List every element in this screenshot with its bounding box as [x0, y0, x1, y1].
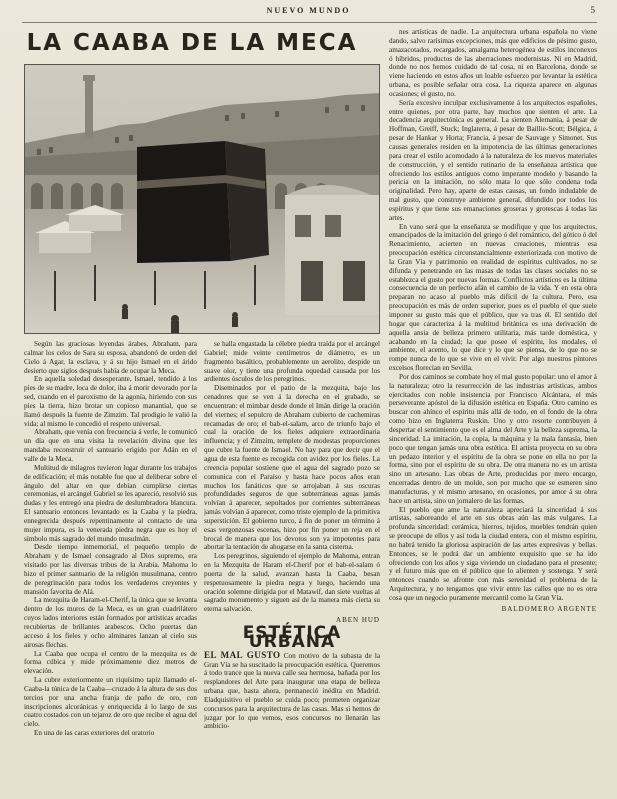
paragraph-text: Con motivo de la subasta de la Gran Vía se ha suscitado la preocupación estética. Queremos á todo trance que la nueva calle sea hermosa, bañada por los resplandores del Arte para inaugurar una etapa de belleza urbana que, hasta ahora, permaneció inédita en Madrid. Eladquisitivo el pueblo se cuida poco; prometen organizar concursos para la arquitectura de las casas. Mas si hemos de juzgar por lo que vemos, esos concursos no llenarán las ambicio- [204, 651, 380, 731]
paragraph: Por dos caminos se combate hoy el mal gusto popular: uno el amor á la naturaleza; otro la resurrección de las industrias artísticas, ambos ejercitados con noble insistencia por Francisco Alcántara, el más perseverante apóstol de la difusión estética en España. Otro camino es buscar con ahínco el espíritu más allá de todo, en el fondo de la obra como hizo en Inglaterra Ruskin. Uno y otro resorte contribuyen á despertar el sentimiento que es el alma del Arte y la belleza suprema, la sinceridad. La imitación, la copia, la máquina y la mala fantasía, bien poco que tengan jamás una obra estética. El artista proyecta en su obra un pedazo interior y el espíritu de la obra se pone en ella no por la forma, sino por el espíritu de su obra. De otra manera no es un artista sino un artesano. Las obras de Arte, producidas por mero encargo, encerradas dentro de un molde, son por mucho que se esmeren sino manufacturas, y el mismo artesano, en ocasiones, por amor á su obra hace un artista, sino un jornalero de las formas. [389, 372, 597, 505]
masthead: NUEVO MUNDO [266, 6, 351, 15]
paragraph: En una de las caras exteriores del oratorio [34, 729, 155, 738]
paragraph: Según las graciosas leyendas árabes, Abraham, para calmar los celos de Sara su esposa, abandonó de orden del Cielo á Agar, la esclava, y á su hijo Ismael en el árido desierto que siglos después había de ocupar la Meca. [24, 340, 197, 375]
paragraph: nes artísticas de nadie. La arquitectura urbana española no viene dando, salvo rarísimas excepciones, más que edificios de pésimo gusto, amazacotados, recargados, amalgama heterogénea de estilos inconexos ó híbridos, productos de las aberraciones modernistas. Ni en Madrid, donde no nos hemos cuidado de tal cosa, ni en Barcelona, donde se viene haciendo en estos años un loable esfuerzo por levantar la estética urbana, es posible señalar otra cosa. La riqueza aparece en algunas ocasiones; el gusto, no. [389, 28, 597, 98]
paragraph: El pueblo que ame la naturaleza apreciará la sinceridad á sus artistas, saboreando el arte en sus obras aún las más vulgares. La profunda sinceridad: cerámica, hierros, tejidos, muebles tendrán quien se preocupe de ellos y así toda la ciudad entera, con el mismo espíritu, no habrá tenido la gloriosa aspiración de las artes expresivas y bellas. Entonces, se le podrá dar un ambiente exquisito que se ha ido ofreciendo con los años y siga viviendo un ciudadano para el presente; y el futuro más que en el público que lo alienten y sostenga. Y será entonces cuando se afronte con más serenidad el problema de la Arquitectura, y no tengamos que vivir entre las calles que no es otra cosa que un negocio puramente mercantil como la Gran Vía. [389, 505, 597, 602]
paragraph: Diseminados por el patio de la mezquita, bajo los cenadores que se ven á la derecha en el grabado, se encuentran: el mimbar desde donde el Imán dirige la oración del viernes; el sepulcro de Abraham cubierto de cachemiras recamadas de oro; el bab-el-salam, arco de triunfo bajo el cual la oración de los fieles adquiere extraordinaria influencia; y el Zimzim, templete de modestas proporciones que cubre la fuente de Ismael. No hay para que decir que el agua de esta fuente es recogida con avidez por los fieles. La creencia popular sostiene que el agua del sagrado pozo se comunica con el Paraíso y hasta hace pocos años eran muchos los fanáticos que se arrojaban á sus oscuras profundidades seguros de que subterráneas aguas jamás volvían á aparecer, sepultados por corrientes subterráneas jamás volvían á aparecer, como triste ejemplo de la primitiva superstición. El gobierno turco, á fin de poner un término á esas vergonzosas escenas, hizo por fin poner un reja en el brocal de manera que los devotos son ya impotentes para abortar la tentación de ahogarse en la santa cisterna. [204, 384, 380, 552]
paragraph: La Caaba que ocupa el centro de la mezquita es de forma cúbica y mide próximamente diez metros de elevación. [24, 649, 197, 676]
page-number: 5 [590, 5, 595, 15]
paragraph: se halla engastada la célebre piedra traída por el arcángel Gabriel; mide veinte centímetros de diámetro, es un fragmento basáltico, probablemente un aerolito, despide un suave olor, y tiene una profunda oquedad causada por los ardientes ósculos de los peregrinos. [204, 340, 380, 384]
paragraph: Sería excesivo inculpar exclusivamente á los arquitectos españoles, entre quienes, por otra parte, hay muchos que sienten el arte. La decadencia arquitectónica es general. La sienten Alemania, á pesar de Hoffman, Greiff, Stuck; Inglaterra, á pesar de Baillie-Scott; Bélgica, á pesar de Hankar y Horta; Francia, á pesar de Sauvage y Simonet. Sus causas generales residen en la impotencia de las últimas generaciones para crear el estilo acomodado á la naturaleza de los nuevos materiales de construcción, y el sentido rutinario de la enseñanza artística que ofreciendo los estilos antiguos como imperante modelo y basando la pericia en la imitación, no sólo mata lo que sólo condena toda originalidad. Pero hay, aparte de estas causas, un fondo indudable de mal gusto, que construye ambiente general, difundido por todos los espíritus y que tiene sus emanaciones groseras y grotescas á todas las artes. [389, 98, 597, 222]
kaaba-illustration [25, 65, 380, 334]
paragraph: Los peregrinos, siguiendo el ejemplo de Mahoma, entran en la Mezquita de Haram el-Cherif por el bab-el-salam ó puerta de la salud, avanzan hasta la Caaba, besan respetuosamente la piedra negra y luego, haciendo una oración solemne dirigida por el Matawif, dan siete vueltas al sagrado monumento y siguen así de la manera más cierta su eterna salvación. [204, 552, 380, 614]
paragraph: La cubre exteriormente un riquísimo tapiz llamado el-Caaba-la túnica de la Caaba—cruzado á la altura de sus dos tercios por una ancha franja de paño de oro, con inscripciones alcoránicas y enriquecida á lo largo de sus cuatro costados con un tejaroz de oro que recibe el agua del cielo. [24, 676, 197, 729]
paragraph [204, 651, 380, 732]
kaaba-photograph [24, 64, 380, 334]
header-rule [22, 22, 597, 23]
headline: LA CAABA DE LA MECA [26, 30, 358, 56]
column-right [389, 28, 597, 788]
column-middle [204, 340, 380, 785]
column-left [24, 340, 197, 785]
paragraph: En vano será que la enseñanza se modifique y que los arquitectos, emancipados de la imitación del griego ó del romántico, del gótico ó del Renacimiento, acierten en nuevas creaciones, mientras esa preocupación estética circunstancialmente exteriorizada con motivo de la Gran Vía y patrimonio en realidad de espíritus cultivados, no se difunda y penetrando en las masas de todas las clases sociales no se establezca el gusto por nuevas formas. Conflictos artísticos es la última consecuencia de un perfecto afán el cambio de la vida. Y en esta obra preparan no acaso al pueblo más difícil de la cultura. Pero, esa preocupación es más de orden superior, pues es el pueblo el que suele imponer su gusto más que el público, que va tras él. El sentido del hogar que caracteriza á la multitud británica es una derivación de aquella ansia de belleza primero utilitaria, más tarde doméstica, y acabando en la ciudad; la que posee el espíritu, los modales, el ambiente, el acento, lo que dice y lo que se piensa, de lo que no se rompe nunca de lo que se vive en el vivir. Por algo nuestros pintores excelsos florecían en Sevilla. [389, 222, 597, 373]
paragraph: Abraham, que venía con frecuencia á verle, le comunicó un día que en una visita la revelación divina que les mandaba reconstruir el santuario erigido por Adán en el valle de la Meca. [24, 428, 197, 463]
paragraph: Multitud de milagros tuvieron lugar durante los trabajos de edificación; el más notable fue que al deliberar sobre el ángulo del altar en que debían cumplirse ciertas ceremonias, el arcángel Gabriel se les apareció, resolvió sus dudas y les entregó una piedra de deslumbradora blancura. El santuario entonces levantado es la Caaba y la piedra, ennegrecida después repentinamente al contacto de una mujer impura, es la venerada piedra negra que es hoy el símbolo más sagrado del mundo musulmán. [24, 463, 197, 543]
paragraph: En aquella soledad desesperante, Ismael, tendido á los pies de su madre, loca de dolor, iba á morir devorado por la sed, cuando en el paroxismo de la agonía, hiriendo con sus pies la tierra, hizo brotar un copioso manantial, que se llamó después la fuente de Zimzim. Tal prodigio le valió la vida; al mismo le concedió el respeto universal. [24, 375, 197, 428]
lead-phrase: EL MAL GUSTO [204, 649, 281, 660]
paragraph: La mezquita de Haram-el-Cherif, la única que se levanta dentro de los muros de la Meca, es un gran cuadrilátero cuyos lados interiores están formados por artísticas arcadas recubiertas de brillantes arabescos. Ocho puertas dan acceso á los fieles y ocho alminares lanzan al cielo sus airosas flechas. [24, 596, 197, 649]
paragraph: Desde tiempo inmemorial, el pequeño templo de Abraham y de Ismael consagrado al Dios supremo, era visitado por las diversas tribus de la Arabia. Mahoma lo hizo el primer santuario de la religión musulmana, centro de peregrinación para todos los verdaderos creyentes y mansión favorita de Alá. [24, 543, 197, 596]
author-signature: BALDOMERO ARGENTE [501, 604, 597, 613]
section-subhead: ESTÉTICA URBANA [242, 623, 342, 652]
author-signature: ABEN HUD [336, 616, 380, 625]
